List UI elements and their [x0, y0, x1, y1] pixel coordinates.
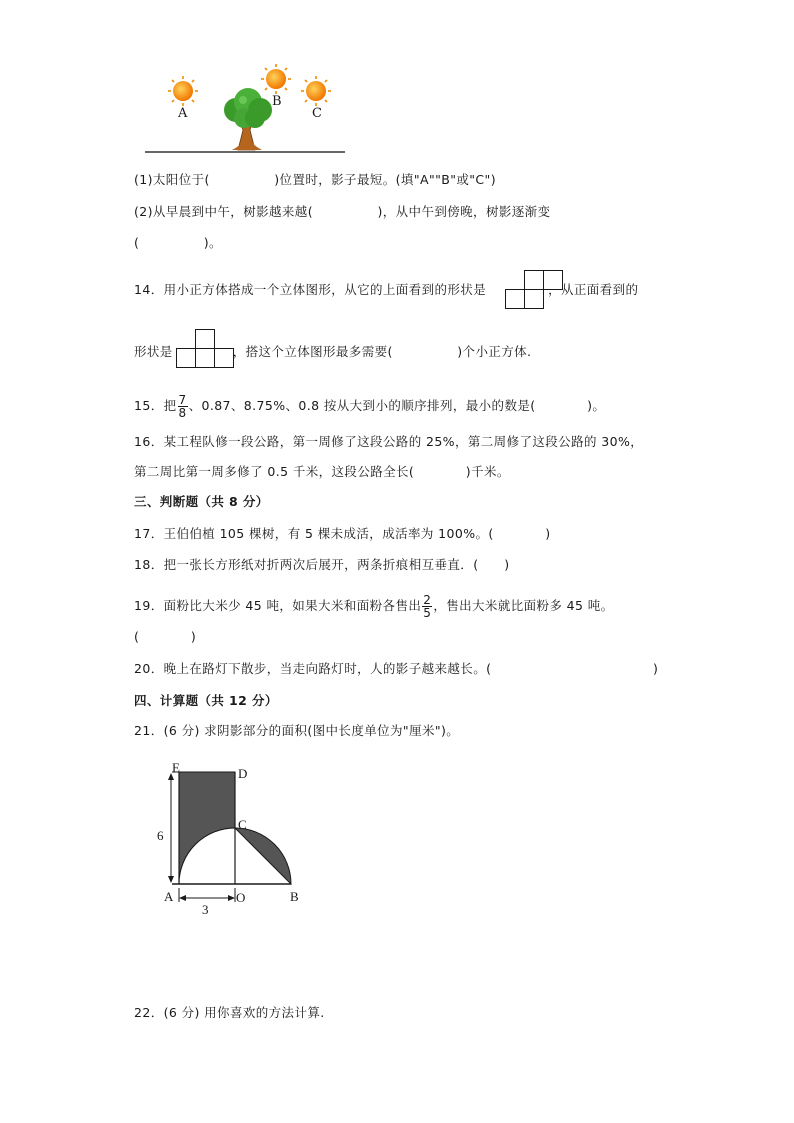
q20-text: 20．晚上在路灯下散步，当走向路灯时，人的影子越来越长。( — [134, 661, 492, 676]
shaded-region-right — [235, 828, 291, 884]
section-4-heading: 四、计算题（共 12 分） — [134, 693, 278, 708]
q20-close-paren: ) — [653, 661, 658, 676]
q13-part2-continued: ( )。 — [134, 235, 222, 250]
q14-text-b: ，从正面看到的 — [548, 282, 639, 297]
q15-prefix: 15．把 — [134, 398, 177, 413]
q19-frac-num: 2 — [423, 593, 432, 607]
q15-fraction — [178, 394, 188, 419]
q18: 18．把一张长方形纸对折两次后展开，两条折痕相互垂直．( ) — [134, 557, 510, 572]
q16-line2: 第二周比第一周多修了 0.5 千米，这段公路全长( )千米。 — [134, 464, 510, 479]
section-3-heading: 三、判断题（共 8 分） — [134, 494, 269, 509]
q15-frac-num: 7 — [178, 393, 187, 407]
q15 — [134, 394, 605, 419]
q20 — [134, 661, 491, 677]
q19-prefix: 19．面粉比大米少 45 吨，如果大米和面粉各售出 — [134, 598, 422, 613]
q15-frac-den: 8 — [178, 406, 187, 420]
top-view-diagram — [505, 270, 565, 310]
q15-suffix: 、0.87、8.75%、0.8 按从大到小的顺序排列，最小的数是( )。 — [188, 398, 606, 413]
label-e: E — [172, 760, 180, 775]
q14-text-a: 14．用小正方体搭成一个立体图形，从它的上面看到的形状是 — [134, 282, 487, 297]
front-view-diagram — [176, 329, 236, 369]
q19 — [134, 594, 614, 619]
label-d: D — [238, 766, 248, 781]
sun-c-icon — [301, 76, 331, 106]
sun-label-c: C — [312, 106, 322, 121]
sun-label-b: B — [272, 94, 282, 109]
q21: 21．(6 分) 求阴影部分的面积(图中长度单位为"厘米")。 — [134, 723, 460, 738]
dimension-width: 3 — [202, 902, 209, 917]
q19-fraction — [422, 594, 432, 619]
sun-b-icon — [261, 64, 291, 94]
sun-a-icon — [168, 76, 198, 106]
dimension-height: 6 — [157, 828, 164, 843]
label-o: O — [236, 890, 246, 905]
q13-part1: (1)太阳位于( )位置时，影子最短。(填"A""B"或"C") — [134, 172, 496, 187]
label-c: C — [238, 817, 247, 832]
q17: 17．王伯伯植 105 棵树，有 5 棵未成活，成活率为 100%。( ) — [134, 526, 551, 541]
q16-line1: 16．某工程队修一段公路，第一周修了这段公路的 25%，第二周修了这段公路的 30%， — [134, 434, 644, 449]
shaded-area-figure — [150, 760, 320, 910]
q19-frac-den: 5 — [423, 606, 432, 620]
q19-continued: ( ) — [134, 629, 197, 644]
q14-text-c: 形状是 — [134, 344, 173, 359]
tree-icon — [224, 88, 272, 150]
q22: 22．(6 分) 用你喜欢的方法计算. — [134, 1005, 325, 1020]
label-a: A — [164, 889, 174, 904]
q13-part2: (2)从早晨到中午，树影越来越( )，从中午到傍晚，树影逐渐变 — [134, 204, 551, 219]
label-b: B — [290, 889, 299, 904]
q19-suffix: ，售出大米就比面粉多 45 吨。 — [433, 598, 614, 613]
sun-label-a: A — [178, 106, 188, 121]
q14-text-d: ，搭这个立体图形最多需要( )个小正方体. — [232, 344, 532, 359]
sun-tree-figure — [140, 60, 360, 160]
